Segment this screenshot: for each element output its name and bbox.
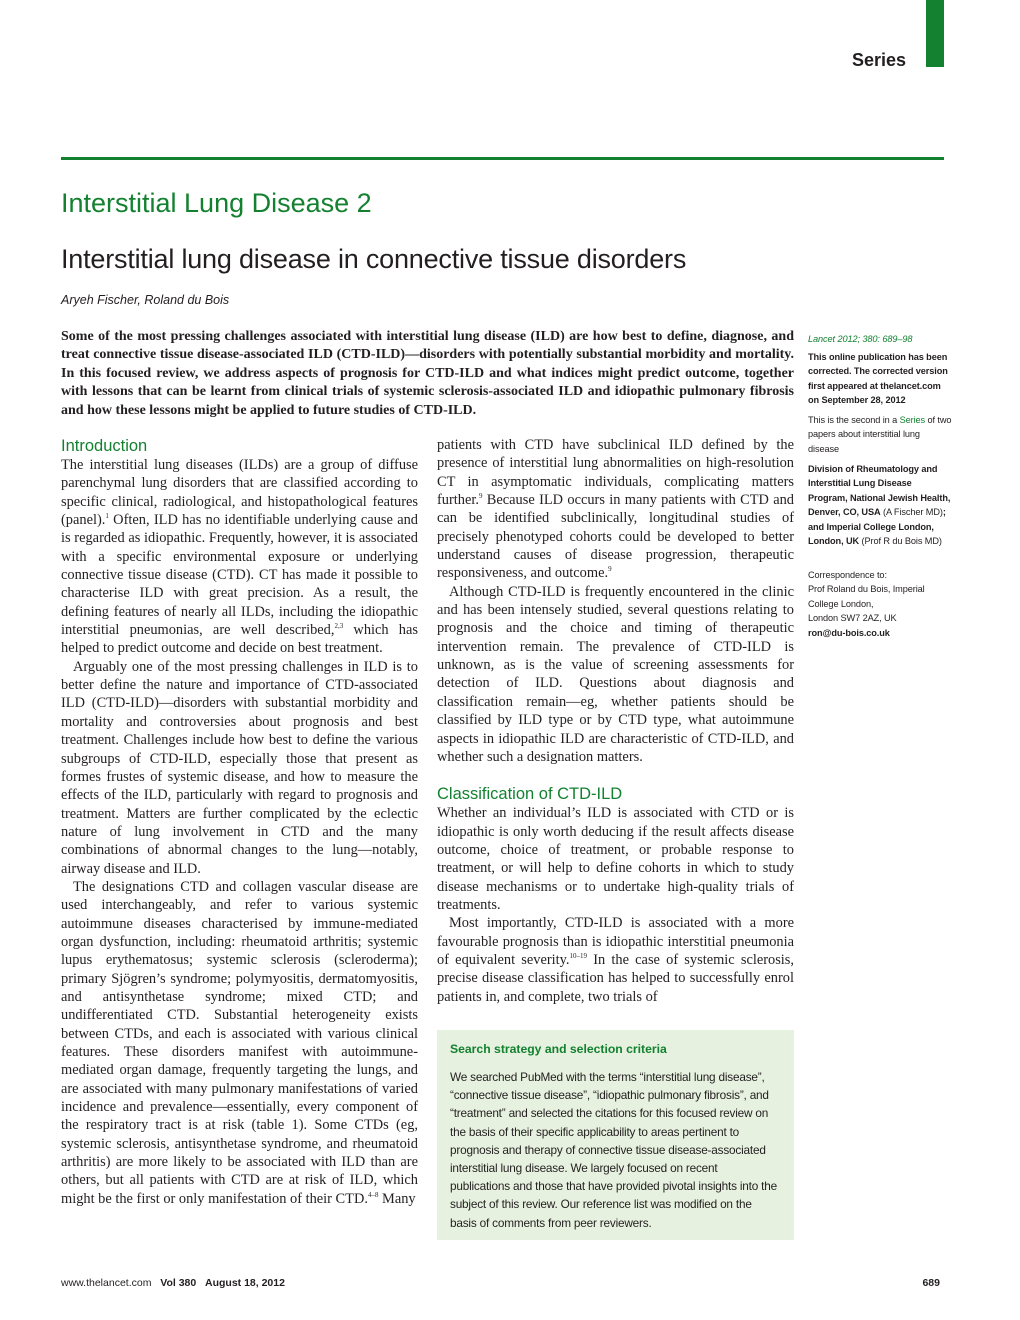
reference-superscript[interactable]: 10–19 <box>569 952 588 961</box>
section-label: Series <box>851 50 906 70</box>
intro-paragraph-1: The interstitial lung diseases (ILDs) are a group of diffuse parenchymal lung disorders that are classified according to specific clinical, radiological, and histopathological features (panel).$^1$ Often, ILD has no identifiable underlying cause and is regarded as idiopathic. Frequently, however, it is associated with a specific environmental exposure or underlying connective tissue disease (CTD). CT has made it possible to characterise ILD with great precision. As a result, the defining features of nearly all ILDs, including the idiopathic interstitial pneumonias, are well described,$^{2,3}$ which has helped to predict outcome and decide on best treatment. <box>61 457 418 657</box>
classification-heading: Classification of CTD-ILD <box>437 785 623 804</box>
sidebar-citation <box>808 332 953 346</box>
correspondence-email[interactable]: ron@du-bois.co.uk <box>808 627 890 638</box>
sidebar-correspondence <box>808 568 953 640</box>
correspondence-name: Prof Roland du Bois, Imperial College London, <box>808 584 925 609</box>
search-strategy-panel <box>437 1030 794 1240</box>
reference-superscript[interactable]: 9 <box>478 492 483 501</box>
paper-title: Interstitial lung disease in connective tissue disorders <box>61 244 687 274</box>
intro-paragraph-2: Arguably one of the most pressing challenges in ILD is to better define the nature and importance of CTD-associated ILD (CTD-ILD)—disorders with substantial morbidity and mortality and controversies about prognosis and best treatment. Challenges include how best to define the various subgroups of CTD-ILD, especially those that present as formes frustes of systemic disease, and how to measure the effects of the ILD, particularly with regard to prognosis and treatment. Matters are further complicated by the eclectic nature of lung involvement in CTD and the many combinations of abnormal changes to the lung—notably, airway disease and ILD. <box>61 658 418 877</box>
journal-website[interactable]: www.thelancet.com <box>61 1277 152 1289</box>
correspondence-label: Correspondence to: <box>808 570 887 580</box>
reference-superscript[interactable]: 9 <box>608 565 612 574</box>
series-note: This is the second in a Series of two papers about interstitial lung disease <box>808 415 952 454</box>
classification-paragraph-1: Whether an individual’s ILD is associated with CTD or is idiopathic is only worth deducing if the result affects disease outcome, choice of treatment, or probable response to treatment, or will help to define cohorts in which to study disease mechanisms or to undertake high-quality trials of treatments. <box>437 805 794 913</box>
reference-superscript[interactable]: 2,3 <box>334 622 344 631</box>
intro-heading: Introduction <box>61 437 148 455</box>
series-color-tab <box>926 0 944 67</box>
issue-date: August 18, 2012 <box>205 1277 285 1289</box>
correspondence-address: London SW7 2AZ, UK <box>808 613 897 624</box>
intro-paragraph-4: patients with CTD have subclinical ILD defined by the presence of interstitial lung abnormalities on high-resolution CT in asymptomatic individuals, complicating matters further.$^9$ Because ILD occurs in many patients with CTD and can be identified subclinically, longitudinal studies of precisely phenotyped cohorts could be developed to better understand causes of disease progression, therapeutic responsiveness, and outcome.$^9$ <box>437 437 794 582</box>
sidebar-affiliations <box>808 462 953 548</box>
volume: Vol 380 <box>160 1277 197 1289</box>
abstract: Some of the most pressing challenges associated with interstitial lung disease (ILD) are how best to define, diagnose, and treat connective tissue disease-associated ILD (CTD-ILD)—disorders with potentially substantial morbidity and mortality. In this focused review, we address aspects of prognosis for CTD-ILD and what indices might predict outcome, together with lessons that can be learnt from clinical trials of systemic sclerosis-associated ILD and idiopathic pulmonary fibrosis and how these lessons might be applied to future studies of CTD-ILD. <box>61 329 794 418</box>
affiliations: Division of Rheumatology and Interstitial Lung Disease Program, National Jewish Health, Denver, CO, USA (A Fischer MD); and Imperial College London, London, UK (Prof R du Bois MD) <box>808 464 951 547</box>
panel-heading: Search strategy and selection criteria <box>450 1042 667 1056</box>
correction-note: This online publication has been corrected. The corrected version first appeared at thelancet.com on September 28, 2012 <box>808 352 948 406</box>
series-link[interactable]: Series <box>899 415 926 425</box>
reference-superscript[interactable]: 4–8 <box>367 1190 379 1199</box>
header-rule <box>61 157 944 160</box>
classification-paragraph-2: Most importantly, CTD-ILD is associated with a more favourable prognosis than is idiopathic interstitial pneumonia of equivalent severity.$^{10-19}$ In the case of systemic sclerosis, precise disease classification has helped to successfully enrol patients in, and complete, two trials of <box>437 915 795 1005</box>
footer-left <box>61 1277 285 1289</box>
series-title: Interstitial Lung Disease 2 <box>61 188 372 218</box>
intro-paragraph-5: Although CTD-ILD is frequently encountered in the clinic and has been intensely studied, several questions relating to prognosis and the choice and timing of therapeutic intervention remain. The prevalence of CTD-ILD is unknown, as is the value of screening assessments for detection of ILD. Questions about diagnosis and classification remain—eg, whether patients should be classified by ILD type or by CTD type, what autoimmune aspects in idiopathic ILD are characteristic of CTD-ILD, and whether such a designation matters. <box>437 583 794 765</box>
citation: Lancet 2012; 380: 689–98 <box>808 334 913 344</box>
intro-paragraph-3: The designations CTD and collagen vascular disease are used interchangeably, and refer to various systemic autoimmune diseases characterised by immune-mediated organ dysfunction, including: rheumatoid arthritis; systemic lupus erythematosus; systemic sclerosis (scleroderma); primary Sjögren’s syndrome; polymyositis, dermatomyositis, and antisynthetase syndrome; mixed CTD; and undifferentiated CTD. Substantial heterogeneity exists between CTDs, and each is associated with various clinical features. These disorders manifest with autoimmune-mediated organ damage, frequently targeting the lungs, and are associated with many pulmonary manifestations of varied incidence and prevalence—essentially, every component of the respiratory tract is at risk (table 1). Some CTDs (eg, systemic sclerosis, antisynthetase syndrome, and rheumatoid arthritis) are more likely to be associated with ILD than are others, but all patients with CTD are at risk of ILD, which might be the first or only manifestation of their CTD.$^{4-8}$ Many <box>61 878 418 1207</box>
reference-superscript[interactable]: 1 <box>105 512 109 521</box>
sidebar-correction <box>808 350 953 408</box>
panel-text: We searched PubMed with the terms “interstitial lung disease”, “connective tissue disease”, “idiopathic pulmonary fibrosis”, and “treatment” and selected the citations for this focused review on the basis of their specific applicability to areas pertinent to prognosis and therapy of connective tissue disease-associated interstitial lung disease. We largely focused on recent publications and those that have provided pivotal insights into the subject of this review. Our reference list was modified on the basis of comments from peer reviewers. <box>450 1070 777 1230</box>
column-right <box>437 436 794 1006</box>
authors: Aryeh Fischer, Roland du Bois <box>61 293 230 307</box>
sidebar-series-note <box>808 413 953 456</box>
page-number: 689 <box>922 1277 940 1289</box>
column-left <box>61 436 418 1208</box>
